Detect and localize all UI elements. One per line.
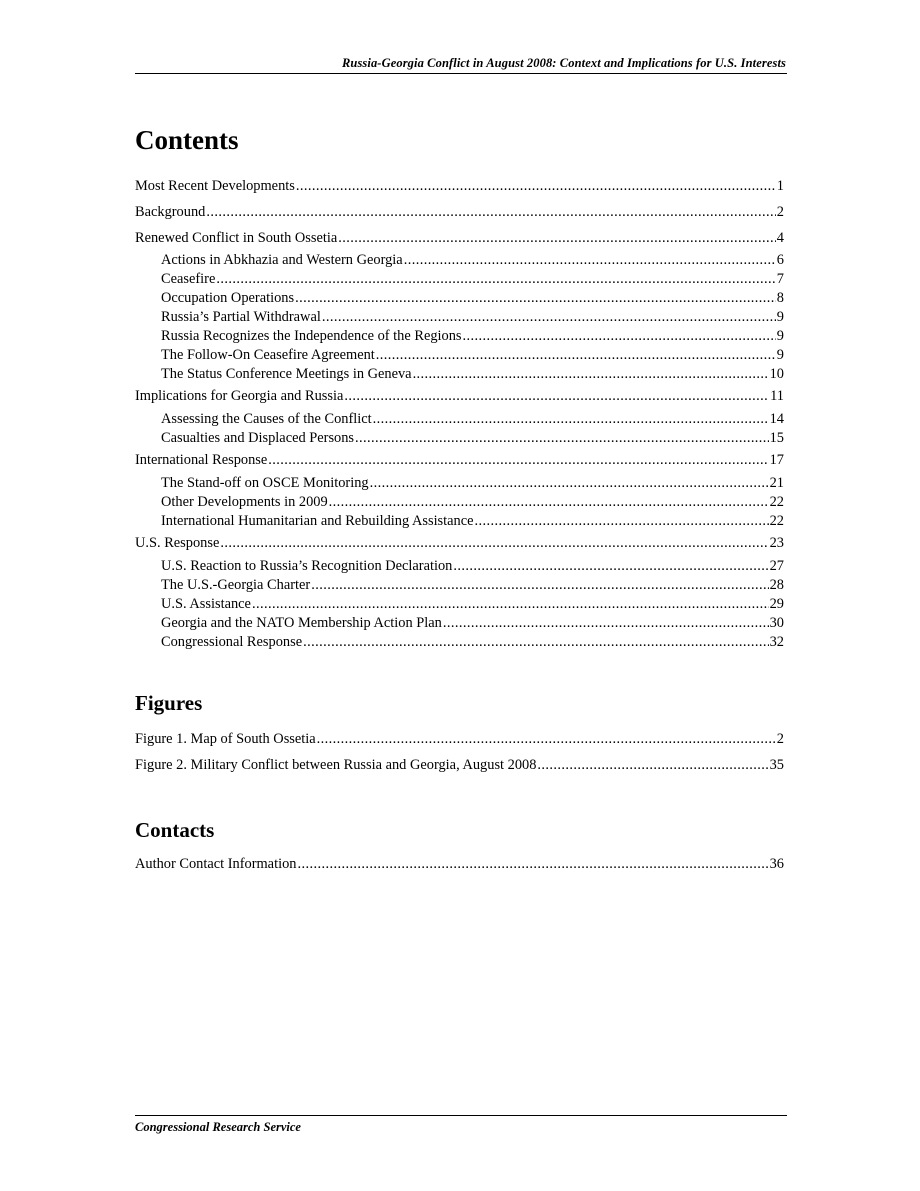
dot-leader [220,534,768,552]
dot-leader [537,756,768,774]
toc-entry-label: Georgia and the NATO Membership Action Plan [161,615,442,631]
toc-entry-label: The Follow-On Ceasefire Agreement [161,347,375,363]
toc-entry-label: Ceasefire [161,271,216,287]
toc-entry-page: 28 [769,577,784,593]
footer-text: Congressional Research Service [135,1120,301,1134]
header-rule [135,73,787,74]
dot-leader [338,229,776,247]
footer-rule [135,1115,787,1116]
toc-entry-label: Assessing the Causes of the Conflict [161,411,372,427]
figure-entry-page: 35 [769,757,784,773]
toc-entry-label: Implications for Georgia and Russia [135,388,344,404]
toc-entry-background[interactable] [135,203,784,221]
toc-entry-us-assistance[interactable] [161,595,784,613]
toc-entry-label: Casualties and Displaced Persons [161,430,355,446]
dot-leader [252,595,769,613]
figure-entry-label: Figure 2. Military Conflict between Russia and Georgia, August 2008 [135,757,537,773]
figure-entry-military-conflict[interactable] [135,756,784,774]
toc-entry-international-response[interactable] [135,451,784,469]
dot-leader [373,410,769,428]
toc-entry-page: 21 [769,475,784,491]
toc-entry-nato-map[interactable] [161,614,784,632]
dot-leader [216,270,775,288]
dot-leader [297,855,768,873]
toc-entry-page: 4 [776,230,784,246]
toc-entry-congressional-response[interactable] [161,633,784,651]
dot-leader [206,203,775,221]
toc-entry-other-developments[interactable] [161,493,784,511]
toc-entry-label: Renewed Conflict in South Ossetia [135,230,338,246]
toc-entry-label: The Stand-off on OSCE Monitoring [161,475,369,491]
toc-entry-status-conference[interactable] [161,365,784,383]
toc-entry-us-reaction[interactable] [161,557,784,575]
dot-leader [475,512,769,530]
dot-leader [370,474,769,492]
toc-entry-label: The Status Conference Meetings in Geneva [161,366,412,382]
dot-leader [376,346,776,364]
contact-entry-label: Author Contact Information [135,856,297,872]
dot-leader [322,308,776,326]
toc-entry-page: 22 [769,513,784,529]
dot-leader [344,387,769,405]
toc-entry-label: U.S. Response [135,535,220,551]
toc-entry-label: U.S. Assistance [161,596,251,612]
dot-leader [413,365,769,383]
toc-entry-page: 17 [769,452,784,468]
page-title: Contents [135,125,239,155]
toc-entry-implications[interactable] [135,387,784,405]
toc-entry-humanitarian-assistance[interactable] [161,512,784,530]
toc-entry-label: Actions in Abkhazia and Western Georgia [161,252,403,268]
toc-entry-actions-in-abkhazia[interactable] [161,251,784,269]
toc-entry-label: Most Recent Developments [135,178,295,194]
running-header: Russia-Georgia Conflict in August 2008: Context and Implications for U.S. Interests [341,56,786,70]
figure-entry-label: Figure 1. Map of South Ossetia [135,731,316,747]
dot-leader [311,576,768,594]
dot-leader [404,251,776,269]
figures-heading: Figures [135,691,203,715]
toc-entry-page: 11 [770,388,784,404]
toc-entry-page: 32 [769,634,784,650]
dot-leader [268,451,768,469]
toc-entry-label: International Response [135,452,268,468]
contact-entry-page: 36 [769,856,784,872]
toc-entry-casualties[interactable] [161,429,784,447]
toc-entry-page: 27 [769,558,784,574]
toc-entry-most-recent-developments[interactable] [135,177,784,195]
toc-entry-page: 30 [769,615,784,631]
toc-entry-page: 14 [769,411,784,427]
toc-entry-page: 1 [776,178,784,194]
toc-entry-page: 6 [776,252,784,268]
toc-entry-ceasefire[interactable] [161,270,784,288]
toc-entry-osce-monitoring[interactable] [161,474,784,492]
dot-leader [453,557,768,575]
dot-leader [303,633,769,651]
dot-leader [355,429,769,447]
toc-entry-russia-recognizes[interactable] [161,327,784,345]
toc-entry-label: The U.S.-Georgia Charter [161,577,311,593]
dot-leader [295,289,776,307]
toc-entry-page: 9 [776,328,784,344]
contacts-heading: Contacts [135,818,215,842]
toc-entry-page: 29 [769,596,784,612]
toc-entry-label: International Humanitarian and Rebuilding Assistance [161,513,474,529]
dot-leader [443,614,769,632]
toc-entry-occupation-operations[interactable] [161,289,784,307]
toc-entry-label: Russia Recognizes the Independence of the Regions [161,328,462,344]
toc-entry-assessing-causes[interactable] [161,410,784,428]
toc-entry-renewed-conflict[interactable] [135,229,784,247]
toc-entry-us-georgia-charter[interactable] [161,576,784,594]
toc-entry-label: Russia’s Partial Withdrawal [161,309,321,325]
toc-entry-label: Background [135,204,206,220]
toc-entry-page: 7 [776,271,784,287]
toc-entry-page: 9 [776,347,784,363]
toc-entry-page: 23 [769,535,784,551]
toc-entry-label: Congressional Response [161,634,303,650]
dot-leader [463,327,776,345]
toc-entry-page: 22 [769,494,784,510]
toc-entry-page: 10 [769,366,784,382]
toc-entry-follow-on-ceasefire[interactable] [161,346,784,364]
figure-entry-map-south-ossetia[interactable] [135,730,784,748]
toc-entry-label: Other Developments in 2009 [161,494,328,510]
toc-entry-page: 8 [776,290,784,306]
toc-entry-page: 9 [776,309,784,325]
dot-leader [296,177,776,195]
figure-entry-page: 2 [776,731,784,747]
toc-entry-page: 15 [769,430,784,446]
dot-leader [329,493,769,511]
toc-entry-us-response[interactable] [135,534,784,552]
toc-entry-page: 2 [776,204,784,220]
toc-entry-label: U.S. Reaction to Russia’s Recognition Declaration [161,558,453,574]
toc-entry-label: Occupation Operations [161,290,295,306]
contact-entry-author-contact[interactable] [135,855,784,873]
dot-leader [317,730,776,748]
toc-entry-partial-withdrawal[interactable] [161,308,784,326]
